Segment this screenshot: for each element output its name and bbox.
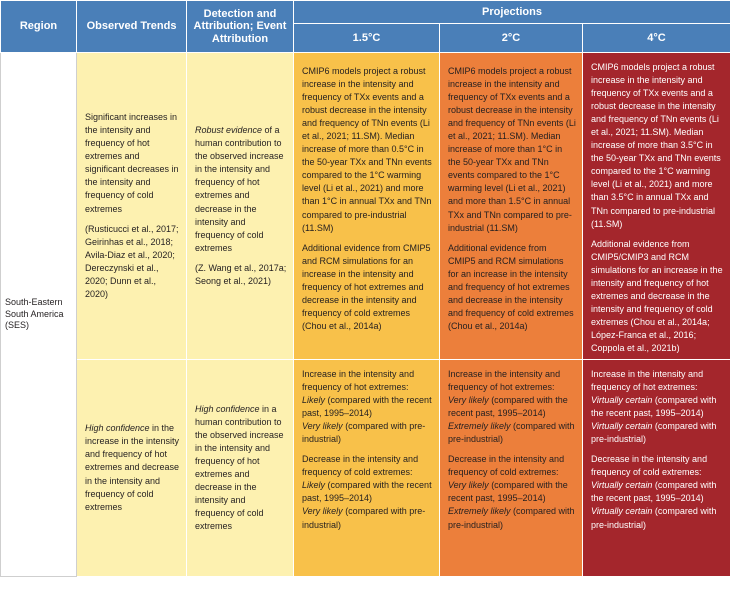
observed-confidence-text: in the increase in the intensity and frequency of hot extremes and decrease in the intensity and frequency of cold extremes	[85, 423, 180, 512]
header-projections: Projections	[294, 1, 730, 24]
detection-confidence-2: High confidence	[195, 403, 260, 414]
p2-hot-ref-1: (compared with the recent past, 1995–2014)	[448, 395, 568, 419]
projection-2c-assessment	[440, 360, 583, 577]
header-2c: 2°C	[440, 24, 583, 53]
observed-trends-refs: (Rusticucci et al., 2017; Geirinhas et al., 2018; Avila-Diaz et al., 2020; Dereczynski et al., 2020; Dunn et al., 2020)	[85, 223, 179, 299]
projection-4c-text: CMIP6 models project a robust increase in the intensity and frequency of TXx events and a robust decrease in the intensity and frequency of TNn events (Li et al., 2021; 11.SM). Median increase of more than 3.5°C in the 50-year TXx and TNn events compared to the 1°C warming level (Li et al., 2021) and more than 3.5°C in annual TXx and TNn compared to pre-industrial (11.SM)	[591, 62, 721, 229]
observed-trends-cell	[77, 53, 187, 360]
p4-hot-intro: Increase in the intensity and frequency of hot extremes:	[591, 369, 704, 393]
p15-cold-intro: Decrease in the intensity and frequency of cold extremes:	[302, 454, 419, 478]
region-name: South-Eastern South America (SES)	[5, 296, 64, 331]
p4-hot-likelihood-1: Virtually certain	[591, 395, 653, 406]
p15-cold-likelihood-2: Very likely	[302, 506, 343, 517]
observed-confidence-cell	[77, 360, 187, 577]
p15-hot-ref-1: (compared with the recent past, 1995–2014)	[302, 395, 432, 419]
detection-confidence-cell	[187, 360, 294, 577]
detection-cell	[187, 53, 294, 360]
header-detection-attribution: Detection and Attribution; Event Attribution	[187, 1, 294, 53]
projection-4c-cell	[583, 53, 730, 360]
p2-cold-ref-2: (compared with pre-industrial)	[448, 506, 575, 530]
projection-2c-text: CMIP6 models project a robust increase in the intensity and frequency of TXx events and a robust decrease in the intensity and frequency of TNn events (Li et al., 2021; 11.SM). Median increase of more than 1°C in the 50-year TXx and TNn events compared to the 1°C warming level (Li et al., 2021) and more than 1.5°C in annual TXx and TNn compared to pre-industrial (11.SM)	[448, 66, 576, 233]
projection-1-5c-text: CMIP6 models project a robust increase in the intensity and frequency of TXx events and a robust decrease in the intensity and frequency of TNn events (Li et al., 2021; 11.SM). Median increase of more than 0.5°C in the 50-year TXx and TNn events compared to the 1°C warming level (Li et al., 2021) and more than 1°C in annual TXx and TNn compared to pre-industrial (11.SM)	[302, 66, 432, 233]
p2-hot-likelihood-1: Very likely	[448, 395, 489, 406]
p15-hot-intro: Increase in the intensity and frequency of hot extremes:	[302, 369, 415, 393]
p15-hot-ref-2: (compared with pre-industrial)	[302, 421, 426, 445]
projection-1-5c-assessment	[294, 360, 440, 577]
p2-cold-likelihood-2: Extremely likely	[448, 506, 511, 517]
p4-hot-ref-2: (compared with pre-industrial)	[591, 421, 717, 445]
p4-cold-likelihood-2: Virtually certain	[591, 506, 653, 517]
p15-cold-ref-1: (compared with the recent past, 1995–2014)	[302, 480, 432, 504]
projection-4c-evidence: Additional evidence from CMIP5/CMIP3 and RCM simulations for an increase in the intensity and frequency of hot extremes and decrease in the intensity and frequency of cold extremes (Chou et al., 2014a; López-Franca et al., 2016; Coppola et al., 2021b)	[591, 238, 723, 353]
p4-cold-ref-2: (compared with pre-industrial)	[591, 506, 717, 530]
projection-1-5c-cell	[294, 53, 440, 360]
p4-hot-ref-1: (compared with the recent past, 1995–2014)	[591, 395, 717, 419]
header-1-5c: 1.5°C	[294, 24, 440, 53]
p15-cold-likelihood-1: Likely	[302, 480, 326, 491]
projection-2c-evidence: Additional evidence from CMIP5 and RCM simulations for an increase in the intensity and frequency of hot extremes and decrease in the intensity and frequency of cold extremes (Chou et al., 2014a)	[448, 242, 574, 331]
p15-hot-likelihood-1: Likely	[302, 395, 326, 406]
p2-cold-ref-1: (compared with the recent past, 1995–2014)	[448, 480, 568, 504]
header-4c: 4°C	[583, 24, 730, 53]
p2-hot-intro: Increase in the intensity and frequency of hot extremes:	[448, 369, 561, 393]
observed-trends-text: Significant increases in the intensity and frequency of hot extremes and significant decreases in the intensity and frequency of cold extremes	[85, 112, 179, 214]
p2-hot-likelihood-2: Extremely likely	[448, 421, 511, 432]
p2-hot-ref-2: (compared with pre-industrial)	[448, 421, 575, 445]
p4-hot-likelihood-2: Virtually certain	[591, 421, 653, 432]
p4-cold-ref-1: (compared with the recent past, 1995–2014)	[591, 480, 717, 504]
p4-cold-likelihood-1: Virtually certain	[591, 480, 653, 491]
p4-cold-intro: Decrease in the intensity and frequency of cold extremes:	[591, 454, 708, 478]
observed-confidence: High confidence	[85, 423, 150, 434]
projection-1-5c-evidence: Additional evidence from CMIP5 and RCM simulations for an increase in the intensity and frequency of hot extremes and decrease in the intensity and frequency of cold extremes (Chou et al., 2014a)	[302, 242, 431, 331]
p15-hot-likelihood-2: Very likely	[302, 421, 343, 432]
header-region: Region	[1, 1, 77, 53]
p2-cold-intro: Decrease in the intensity and frequency of cold extremes:	[448, 454, 565, 478]
projection-2c-cell	[440, 53, 583, 360]
p2-cold-likelihood-1: Very likely	[448, 480, 489, 491]
detection-confidence-text: in a human contribution to the observed increase in the intensity and frequency of hot extremes and decrease in the intensity and frequency of cold extremes	[195, 403, 284, 532]
detection-refs: (Z. Wang et al., 2017a; Seong et al., 2021)	[195, 262, 287, 286]
p15-cold-ref-2: (compared with pre-industrial)	[302, 506, 426, 530]
detection-text: of a human contribution to the observed increase in the intensity and frequency of hot extremes and decrease in the intensity and frequency of cold extremes	[195, 125, 284, 253]
header-observed-trends: Observed Trends	[77, 1, 187, 53]
region-cell	[1, 53, 77, 577]
detection-confidence: Robust evidence	[195, 125, 263, 136]
projection-4c-assessment	[583, 360, 730, 577]
